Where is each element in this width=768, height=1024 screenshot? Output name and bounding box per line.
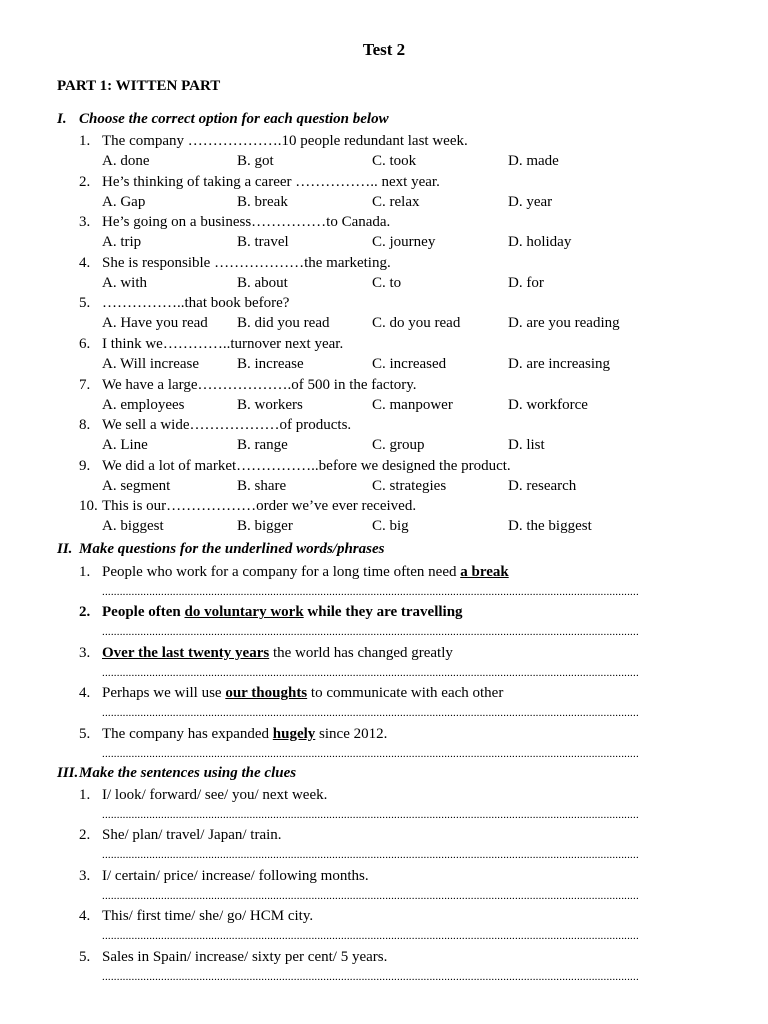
mcq-question [79,457,511,475]
clue-item [79,786,327,804]
option-a[interactable]: A. done [102,153,150,169]
underline-question [79,684,503,702]
clue-item [79,907,313,925]
clue-text: Sales in Spain/ increase/ sixty per cent/ 5 years. [102,948,388,965]
option-c[interactable]: C. to [372,274,402,291]
option-c[interactable]: C. group [372,437,425,454]
question-number: 7. [79,376,91,393]
answer-line[interactable]: ...................................................................................................................................................................................... [102,849,639,862]
mcq-options [102,396,702,414]
sentence-text: Perhaps we will use [102,685,226,702]
question-number: 1. [79,133,91,149]
option-c[interactable]: C. strategies [372,477,447,494]
answer-line[interactable]: ...................................................................................................................................................................................... [102,626,639,639]
answer-line[interactable]: ...................................................................................................................................................................................... [102,586,639,598]
question-number: 9. [79,457,91,474]
question-number: 1. [79,787,91,803]
underlined-phrase: hugely [272,725,316,742]
mcq-options [102,436,702,454]
underlined-phrase: do voluntary work [184,604,304,621]
question-text: The company ……………….10 people redundant last week. [102,133,468,149]
option-d[interactable]: D. list [508,437,545,454]
answer-line[interactable]: ...................................................................................................................................................................................... [102,809,639,821]
option-a[interactable]: A. Will increase [102,356,200,372]
option-d[interactable]: D. made [508,153,559,169]
mcq-question [79,294,289,312]
answer-line[interactable]: ...................................................................................................................................................................................... [102,707,639,720]
underline-question [79,725,387,743]
mcq-question [79,254,391,272]
mcq-question [79,416,351,434]
underlined-phrase: Over the last twenty years [102,644,270,661]
question-number: 2. [79,827,91,844]
answer-line[interactable]: ...................................................................................................................................................................................... [102,747,639,760]
mcq-options [102,517,702,535]
option-d[interactable]: D. year [508,193,553,210]
option-c[interactable]: C. big [372,518,409,535]
section-2-title: Make questions for the underlined words/phrases [79,541,385,557]
option-b[interactable]: B. share [237,477,287,494]
question-number: 3. [79,644,91,661]
mcq-options [102,314,702,332]
sentence-text: to communicate with each other [307,685,504,702]
option-a[interactable]: A. employees [102,396,185,413]
question-number: 5. [79,295,91,312]
mcq-question [79,376,417,394]
underline-question [79,563,509,581]
option-b[interactable]: B. travel [237,234,289,251]
option-d[interactable]: D. are increasing [508,356,611,372]
answer-line[interactable]: ...................................................................................................................................................................................... [102,889,639,902]
question-number: 4. [79,908,91,925]
mcq-question [79,213,390,231]
clue-text: I/ look/ forward/ see/ you/ next week. [102,787,328,803]
question-number: 3. [79,867,91,884]
mcq-question [79,132,468,150]
section-1-heading [57,111,389,128]
option-d[interactable]: D. the biggest [508,518,592,535]
option-a[interactable]: A. biggest [102,518,164,535]
clue-text: She/ plan/ travel/ Japan/ train. [102,827,282,844]
question-text: This is our………………order we’ve ever received. [102,498,417,515]
question-text: She is responsible ………………the marketing. [102,254,391,271]
question-text: We have a large……………….of 500 in the factory. [102,376,417,393]
option-c[interactable]: C. manpower [372,396,453,413]
question-number: 3. [79,214,91,231]
section-2-number: II. [57,541,73,557]
clue-text: I/ certain/ price/ increase/ following months. [102,867,369,884]
option-b[interactable]: B. break [237,193,288,210]
question-number: 2. [79,604,91,621]
mcq-question [79,497,416,515]
option-b[interactable]: B. increase [237,356,304,372]
sentence-text: while they are travelling [303,604,463,621]
option-a[interactable]: A. Have you read [102,315,208,332]
clue-item [79,826,282,844]
question-text: He’s thinking of taking a career …………….. next year. [102,173,440,190]
question-number: 1. [79,564,91,580]
option-a[interactable]: A. segment [102,477,171,494]
mcq-options [102,355,702,373]
section-3-heading [57,765,296,782]
section-1-number: I. [57,111,67,127]
underline-question [79,603,463,621]
clue-text: This/ first time/ she/ go/ HCM city. [102,908,314,925]
option-c[interactable]: C. do you read [372,315,461,332]
option-b[interactable]: B. got [237,153,274,169]
option-d[interactable]: D. are you reading [508,315,620,332]
question-number: 4. [79,685,91,702]
clue-item [79,867,369,885]
answer-line[interactable]: ...................................................................................................................................................................................... [102,666,639,679]
option-b[interactable]: B. workers [237,396,303,413]
option-c[interactable]: C. relax [372,193,420,210]
question-number: 5. [79,725,91,742]
sentence-text: People often [102,604,185,621]
question-text: We sell a wide………………of products. [102,417,352,434]
option-a[interactable]: A. trip [102,234,142,251]
option-d[interactable]: D. holiday [508,234,572,251]
section-1-title: Choose the correct option for each question below [79,111,389,127]
option-a[interactable]: A. with [102,274,147,291]
mcq-options [102,477,702,495]
mcq-options [102,193,702,211]
option-c[interactable]: C. journey [372,234,436,251]
option-b[interactable]: B. did you read [237,315,330,332]
mcq-options [102,152,702,170]
underlined-phrase: our thoughts [225,685,308,702]
question-text: I think we…………..turnover next year. [102,336,344,352]
option-d[interactable]: D. research [508,477,577,494]
question-text: ……………..that book before? [102,295,290,312]
mcq-options [102,274,702,292]
clue-item [79,948,387,966]
question-text: We did a lot of market……………..before we designed the product. [102,457,511,474]
mcq-question [79,335,343,353]
answer-line[interactable]: ...................................................................................................................................................................................... [102,970,639,983]
section-2-heading [57,541,384,558]
question-number: 8. [79,417,91,434]
question-number: 2. [79,173,91,190]
question-number: 10. [79,498,98,515]
section-3-title: Make the sentences using the clues [79,765,297,781]
option-b[interactable]: B. about [237,274,288,291]
option-c[interactable]: C. increased [372,356,447,372]
option-d[interactable]: D. workforce [508,396,588,413]
question-number: 6. [79,336,91,352]
underline-question [79,644,453,662]
sentence-text: People who work for a company for a long time often need [102,564,461,580]
mcq-question [79,173,440,191]
option-c[interactable]: C. took [372,153,417,169]
underlined-phrase: a break [460,564,509,580]
option-a[interactable]: A. Line [102,437,148,454]
option-d[interactable]: D. for [508,274,544,291]
mcq-options [102,233,702,251]
sentence-text: since 2012. [315,725,388,742]
option-b[interactable]: B. bigger [237,518,293,535]
option-b[interactable]: B. range [237,437,288,454]
question-text: He’s going on a business……………to Canada. [102,214,391,231]
option-a[interactable]: A. Gap [102,193,146,210]
section-3-number: III. [57,765,79,781]
answer-line[interactable]: ...................................................................................................................................................................................... [102,930,639,943]
sentence-text: The company has expanded [102,725,273,742]
part-heading: PART 1: WITTEN PART [57,78,221,94]
question-number: 4. [79,254,91,271]
question-number: 5. [79,948,91,965]
page-title: Test 2 [362,40,406,59]
sentence-text: the world has changed greatly [269,644,453,661]
